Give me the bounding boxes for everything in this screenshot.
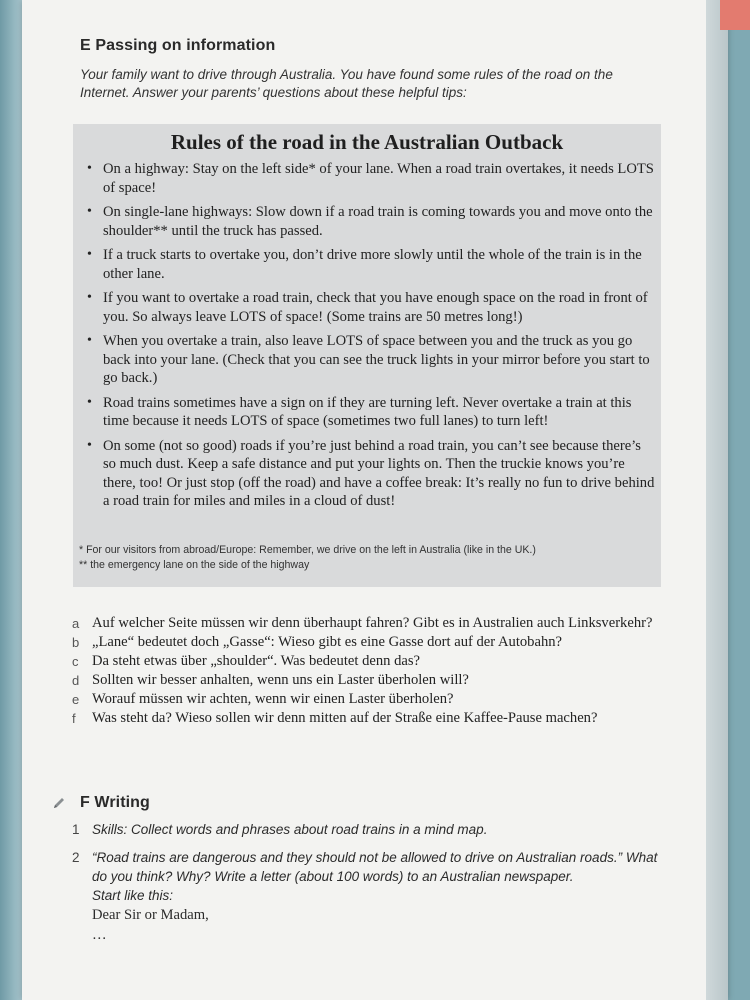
- question-item: [72, 690, 672, 709]
- rule-text: On a highway: Stay on the left side* of your lane. When a road train overtakes, it needs LOTS of space!: [103, 161, 654, 196]
- writing-task: [72, 820, 672, 839]
- writing-task-list: [72, 820, 672, 954]
- writing-task: [72, 848, 672, 945]
- rule-item: [85, 160, 655, 197]
- task-text: “Road trains are dangerous and they should not be allowed to drive on Australian roads.” What do you think? Why? Write a letter (about 100 words) to an Australian newspaper.: [92, 850, 658, 884]
- footnote-left-side: * For our visitors from abroad/Europe: Remember, we drive on the left in Australia (like in the UK.): [79, 544, 536, 556]
- letter-ellipsis: …: [92, 927, 107, 943]
- rules-title: Rules of the road in the Australian Outback: [170, 130, 564, 154]
- question-text: Da steht etwas über „shoulder“. Was bedeutet denn das?: [92, 653, 421, 669]
- question-letter: f: [72, 711, 76, 726]
- question-text: Sollten wir besser anhalten, wenn uns ein Laster überholen will?: [92, 672, 469, 688]
- bullet-icon: •: [87, 437, 92, 453]
- rule-text: On some (not so good) roads if you’re just behind a road train, you can’t see because there’s so much dust. Keep a safe distance and put your lights on. Then the truckie knows you’re there, too! Or just stop (off the road) and have a coffee break: It’s really no fun to drive behind a road train for miles and miles in a cloud of dust!: [103, 437, 655, 509]
- rule-item: [85, 203, 655, 240]
- page-edge-right: [706, 0, 728, 1000]
- rule-text: When you overtake a train, also leave LOTS of space between you and the truck as you go back into your lane. (Check that you can see the truck lights in your mirror before you start to go back.): [103, 333, 650, 386]
- rules-list: [85, 160, 655, 517]
- section-f-label: F: [80, 794, 90, 811]
- pencil-icon: [52, 796, 66, 810]
- question-text: „Lane“ bedeutet doch „Gasse“: Wieso gibt es eine Gasse dort auf der Autobahn?: [92, 634, 563, 650]
- rule-text: On single-lane highways: Slow down if a road train is coming towards you and move onto the shoulder** until the truck has passed.: [103, 204, 653, 239]
- section-e-label: E: [80, 37, 91, 54]
- bullet-icon: •: [87, 394, 92, 410]
- rule-item: [85, 437, 655, 511]
- rule-text: Road trains sometimes have a sign on if they are turning left. Never overtake a train at this time because it needs LOTS of space (sometimes two full lanes) to turn left!: [103, 394, 632, 429]
- question-list: [72, 614, 672, 728]
- rule-item: [85, 394, 655, 431]
- rules-box: [73, 124, 661, 587]
- section-e-title: Passing on information: [95, 37, 276, 54]
- question-letter: c: [72, 654, 79, 669]
- bullet-icon: •: [87, 290, 92, 305]
- rule-item: [85, 289, 655, 326]
- rule-text: If a truck starts to overtake you, don’t drive more slowly until the whole of the train is in the other lane.: [103, 247, 642, 282]
- question-letter: a: [72, 616, 80, 631]
- rule-text: If you want to overtake a road train, check that you have enough space on the road in front of you. So always leave LOTS of space! (Some trains are 50 metres long!): [103, 290, 648, 325]
- rule-item: [85, 332, 655, 388]
- task-number: 2: [72, 850, 80, 865]
- question-item: [72, 633, 672, 652]
- page-edge-left: [0, 0, 22, 1000]
- rule-item: [85, 246, 655, 283]
- footnote-shoulder: ** the emergency lane on the side of the highway: [79, 559, 310, 571]
- task-number: 1: [72, 822, 80, 837]
- question-item: [72, 671, 672, 690]
- question-text: Was steht da? Wieso sollen wir denn mitten auf der Straße eine Kaffee-Pause machen?: [92, 710, 598, 726]
- question-item: [72, 709, 672, 728]
- task-start-label: Start like this:: [92, 888, 174, 903]
- tab-marker: [720, 0, 750, 30]
- question-item: [72, 652, 672, 671]
- question-item: [72, 614, 672, 633]
- section-f-title: Writing: [94, 794, 150, 811]
- letter-greeting: Dear Sir or Madam,: [92, 907, 209, 923]
- question-letter: d: [72, 673, 80, 688]
- section-f-heading: [80, 794, 150, 812]
- section-e-heading: [80, 37, 275, 55]
- question-letter: e: [72, 692, 80, 707]
- task-text: Skills: Collect words and phrases about road trains in a mind map.: [92, 822, 488, 837]
- question-letter: b: [72, 635, 80, 650]
- bullet-icon: •: [87, 204, 92, 219]
- question-text: Worauf müssen wir achten, wenn wir einen Laster überholen?: [92, 691, 454, 707]
- question-text: Auf welcher Seite müssen wir denn überhaupt fahren? Gibt es in Australien auch Linksverkehr?: [92, 615, 653, 631]
- bullet-icon: •: [87, 247, 92, 262]
- bullet-icon: •: [87, 333, 92, 348]
- bullet-icon: •: [87, 161, 92, 176]
- section-e-intro: Your family want to drive through Australia. You have found some rules of the road on the Internet. Answer your parents’ questions about these helpful tips:: [80, 67, 613, 100]
